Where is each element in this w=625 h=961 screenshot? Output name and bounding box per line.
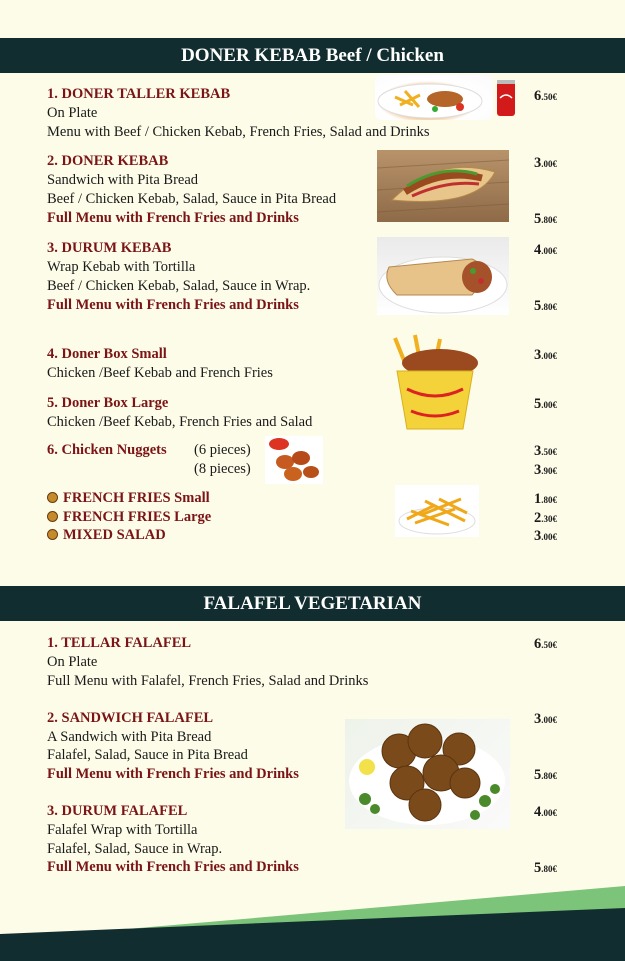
nugget-option-8: (8 pieces) [194,461,251,477]
item-price: 3.90€ [534,462,557,478]
item-desc: Chicken /Beef Kebab and French Fries [47,365,273,381]
item-menu: Full Menu with French Fries and Drinks [47,859,299,875]
falafel-photo [345,719,510,829]
item-desc: A Sandwich with Pita Bread [47,729,212,745]
item-title: 4. Doner Box Small [47,346,167,362]
item-desc: Beef / Chicken Kebab, Salad, Sauce in Wrap. [47,278,311,294]
item-price: 6.50€ [534,88,557,104]
durum-wrap-photo [377,237,509,315]
item-desc: On Plate [47,654,98,670]
item-price: 3.00€ [534,711,557,727]
item-menu-price: 5.80€ [534,767,557,783]
item-price: 4.00€ [534,242,557,258]
item-title: 2. SANDWICH FALAFEL [47,710,214,726]
side-price: 1.80€ [534,491,557,507]
item-desc: Falafel Wrap with Tortilla [47,822,198,838]
doner-section-title: DONER KEBAB Beef / Chicken [181,45,444,66]
item-title: 6. Chicken Nuggets [47,442,167,458]
item-menu-price: 5.80€ [534,211,557,227]
cola-can-icon [496,78,516,118]
bullet-icon [47,529,58,540]
nuggets-photo [265,436,323,484]
french-fries-photo [395,485,479,537]
bottom-decoration [0,882,625,961]
nugget-option-6: (6 pieces) [194,442,251,458]
item-desc: Wrap Kebab with Tortilla [47,259,196,275]
item-title: 1. DONER TALLER KEBAB [47,86,231,102]
doner-plate-photo [375,75,493,120]
item-menu: Full Menu with French Fries and Drinks [47,297,299,313]
side-price: 2.30€ [534,510,557,526]
item-price: 5.00€ [534,396,557,412]
item-price: 3.00€ [534,155,557,171]
item-desc: Chicken /Beef Kebab, French Fries and Salad [47,414,313,430]
falafel-section-banner [0,586,625,621]
side-item: FRENCH FRIES Small [47,489,210,507]
item-desc: Falafel, Salad, Sauce in Pita Bread [47,747,248,763]
doner-section-banner [0,38,625,73]
doner-box-photo [385,333,485,433]
item-price: 6.50€ [534,636,557,652]
item-title: 2. DONER KEBAB [47,153,169,169]
item-menu-price: 5.80€ [534,298,557,314]
item-title: 3. DURUM KEBAB [47,240,172,256]
doner-sandwich-photo [377,150,509,222]
item-menu: Full Menu with French Fries and Drinks [47,210,299,226]
item-title: 1. TELLAR FALAFEL [47,635,192,651]
item-desc: Falafel, Salad, Sauce in Wrap. [47,841,223,857]
side-item: MIXED SALAD [47,526,166,544]
item-title: 5. Doner Box Large [47,395,169,411]
side-item: FRENCH FRIES Large [47,508,211,526]
item-desc: Sandwich with Pita Bread [47,172,199,188]
item-title: 3. DURUM FALAFEL [47,803,188,819]
bullet-icon [47,511,58,522]
bullet-icon [47,492,58,503]
item-desc: Beef / Chicken Kebab, Salad, Sauce in Pita Bread [47,191,337,207]
item-desc: Menu with Beef / Chicken Kebab, French Fries, Salad and Drinks [47,124,430,140]
item-price: 3.00€ [534,347,557,363]
item-price: 4.00€ [534,804,557,820]
item-desc: Full Menu with Falafel, French Fries, Salad and Drinks [47,673,369,689]
side-price: 3.00€ [534,528,557,544]
item-menu: Full Menu with French Fries and Drinks [47,766,299,782]
item-desc: On Plate [47,105,98,121]
item-price: 3.50€ [534,443,557,459]
falafel-section-title: FALAFEL VEGETARIAN [203,593,422,614]
item-menu-price: 5.80€ [534,860,557,876]
